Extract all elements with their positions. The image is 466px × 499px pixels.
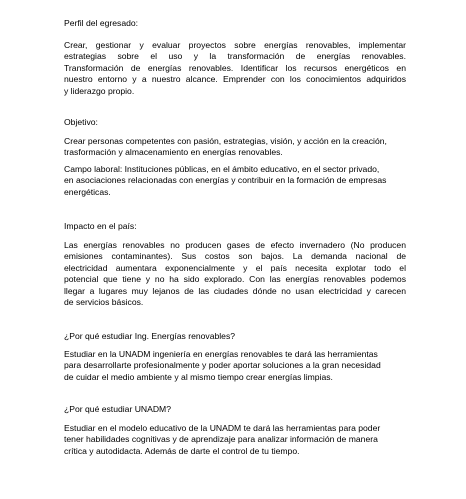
porque-unadm-paragraph xyxy=(64,423,406,457)
perfil-line-2: estrategias sobre el uso y la transformación de energías renovables. xyxy=(64,51,406,62)
perfil-line-3: Transformación de energías renovables. Identificar los recursos energéticos en xyxy=(64,62,406,73)
campo-line-1: Campo laboral: Instituciones públicas, en el ámbito educativo, en el sector privado, xyxy=(64,164,380,174)
campo-line-2: en asociaciones relacionadas con energías y contribuir en la formación de empresas xyxy=(64,175,387,186)
perfil-paragraph xyxy=(64,40,406,97)
porque-unadm-heading: ¿Por qué estudiar UNADM? xyxy=(64,404,171,414)
impacto-paragraph xyxy=(64,240,406,308)
impacto-line-2: emisiones contaminantes). Sus costos son bajos. La demanda nacional de xyxy=(64,251,406,262)
objetivo-paragraph xyxy=(64,136,406,159)
campo-paragraph xyxy=(64,164,406,198)
impacto-line-1: Las energías renovables no producen gases de efecto invernadero (No producen xyxy=(64,240,406,250)
perfil-line-5: y liderazgo propio. xyxy=(64,85,135,96)
porque-ing-line-1: Estudiar en la UNADM ingeniería en energías renovables te dará las herramientas xyxy=(64,349,378,359)
porque-unadm-line-3: crítica y autodidacta. Además de darte el control de tu tiempo. xyxy=(64,445,300,456)
impacto-line-6: de servicios básicos. xyxy=(64,297,144,308)
objetivo-line-2: trasformación y almacenamiento en energías renovables. xyxy=(64,147,283,158)
perfil-line-4: nuestro entorno y a nuestro alcance. Emprender con los conocimientos adquiridos xyxy=(64,74,406,85)
porque-unadm-line-2: tener habilidades cognitivas y de aprendizaje para analizar información de manera xyxy=(64,434,378,445)
impacto-heading: Impacto en el país: xyxy=(64,221,137,231)
impacto-line-4: potencial que tiene y no ha sido explorado. Con las energías renovables podemos xyxy=(64,274,406,285)
objetivo-heading: Objetivo: xyxy=(64,117,98,127)
perfil-heading: Perfil del egresado: xyxy=(64,18,139,28)
perfil-line-1: Crear, gestionar y evaluar proyectos sobre energías renovables, implementar xyxy=(64,40,406,50)
impacto-line-3: electricidad aumentara exponencialmente y el país necesita explotar todo el xyxy=(64,262,406,273)
campo-line-3: energéticas. xyxy=(64,186,111,197)
porque-ing-line-3: de cuidar el medio ambiente y al mismo tiempo crear energías limpias. xyxy=(64,371,333,382)
porque-ing-line-2: para desarrollarte profesionalmente y poder aportar soluciones a la gran necesidad xyxy=(64,360,381,371)
impacto-line-5: llegar a lugares muy lejanos de las ciudades dónde no usan electricidad y carecen xyxy=(64,285,406,296)
objetivo-line-1: Crear personas competentes con pasión, estrategias, visión, y acción en la creación, xyxy=(64,136,387,146)
porque-ing-heading: ¿Por qué estudiar Ing. Energías renovables? xyxy=(64,331,236,341)
porque-unadm-line-1: Estudiar en el modelo educativo de la UNADM te dará las herramientas para poder xyxy=(64,423,381,433)
porque-ing-paragraph xyxy=(64,349,406,383)
